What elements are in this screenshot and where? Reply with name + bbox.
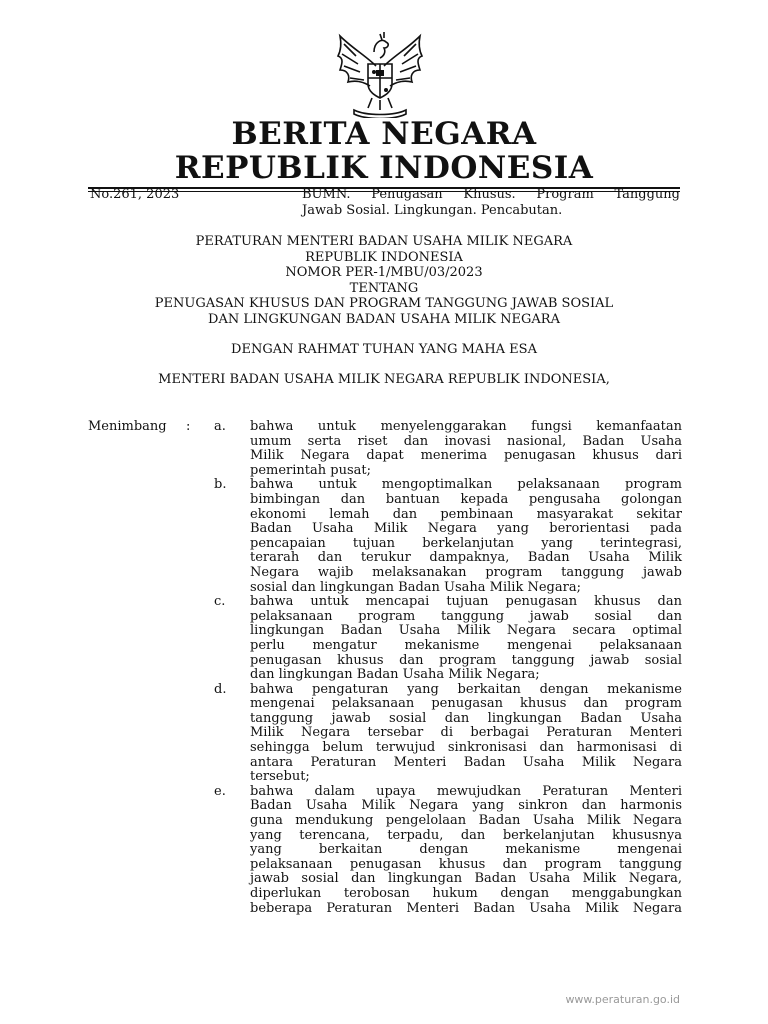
- subject-line: Jawab Sosial. Lingkungan. Pencabutan.: [302, 203, 563, 218]
- item-line: terarah dan terukur dampaknya, Badan Usaha Milik: [250, 550, 682, 566]
- considering-item: [88, 478, 682, 595]
- item-letter: b.: [214, 477, 227, 493]
- item-line: guna mendukung pengelolaan Badan Usaha Milik Negara: [250, 813, 682, 829]
- item-line: yang berkaitan dengan mekanisme mengenai: [250, 842, 682, 858]
- considering-item: [88, 595, 682, 683]
- item-line: bahwa untuk mencapai tujuan penugasan khusus dan: [250, 594, 682, 610]
- masthead-subtitle: REPUBLIK INDONESIA: [174, 150, 594, 186]
- item-line: Milik Negara tersebar di berbagai Peraturan Menteri: [250, 725, 682, 741]
- invocation: DENGAN RAHMAT TUHAN YANG MAHA ESA: [231, 342, 537, 357]
- item-line: dan lingkungan Badan Usaha Milik Negara;: [250, 667, 540, 683]
- gazette-subject: [302, 187, 680, 219]
- regulation-title: [0, 234, 768, 327]
- item-letter: d.: [214, 681, 227, 697]
- item-line: Badan Usaha Milik Negara yang berorientasi pada: [250, 521, 682, 537]
- item-line: Negara wajib melaksanakan program tanggung jawab: [250, 564, 682, 580]
- item-line: yang terencana, terpadu, dan berkelanjutan khususnya: [250, 827, 682, 843]
- considering-colon: :: [186, 419, 191, 434]
- item-text: [250, 683, 682, 785]
- considering-item: [88, 683, 682, 785]
- regulation-line: TENTANG: [349, 280, 419, 296]
- item-line: bahwa untuk menyelenggarakan fungsi kemanfaatan: [250, 419, 682, 434]
- item-text: [250, 595, 682, 683]
- considering-item: [88, 420, 682, 478]
- item-line: ekonomi lemah dan pembinaan masyarakat sekitar: [250, 506, 682, 522]
- item-line: sehingga belum terwujud sinkronisasi dan harmonisasi di: [250, 740, 682, 756]
- item-line: Badan Usaha Milik Negara yang sinkron dan harmonis: [250, 798, 682, 814]
- item-line: bahwa dalam upaya mewujudkan Peraturan Menteri: [250, 783, 682, 799]
- item-letter: e.: [214, 783, 226, 799]
- item-text: [250, 478, 682, 595]
- subject-line: BUMN. Penugasan Khusus. Program Tanggung: [302, 187, 680, 202]
- item-line: antara Peraturan Menteri Badan Usaha Milik Negara: [250, 754, 682, 770]
- item-line: bahwa pengaturan yang berkaitan dengan mekanisme: [250, 681, 682, 697]
- footer-url: www.peraturan.go.id: [565, 993, 680, 1006]
- item-line: penugasan khusus dan program tanggung jawab sosial: [250, 652, 682, 668]
- item-line: Milik Negara dapat menerima penugasan khusus dari: [250, 448, 682, 464]
- regulation-line: PERATURAN MENTERI BADAN USAHA MILIK NEGARA: [195, 234, 573, 249]
- item-line: pelaksanaan program tanggung jawab sosial dan: [250, 608, 682, 624]
- item-line: beberapa Peraturan Menteri Badan Usaha Milik Negara: [250, 900, 682, 916]
- item-line: tersebut;: [250, 769, 310, 785]
- item-line: bahwa untuk mengoptimalkan pelaksanaan program: [250, 477, 682, 493]
- considering-item: [88, 785, 682, 916]
- item-line: umum serta riset dan inovasi nasional, Badan Usaha: [250, 433, 682, 449]
- item-line: pemerintah pusat;: [250, 462, 371, 478]
- item-line: diperlukan terobosan hukum dengan menggabungkan: [250, 886, 682, 901]
- item-line: bimbingan dan bantuan kepada pengusaha golongan: [250, 491, 682, 507]
- considering-section: [88, 420, 682, 916]
- regulation-number: NOMOR PER-1/MBU/03/2023: [285, 265, 483, 280]
- garuda-pancasila-icon: [330, 26, 430, 118]
- masthead-title: BERITA NEGARA: [231, 116, 537, 152]
- item-line: sosial dan lingkungan Badan Usaha Milik Negara;: [250, 579, 581, 595]
- item-line: mengenai pelaksanaan penugasan khusus dan program: [250, 696, 682, 712]
- item-text: [250, 785, 682, 916]
- minister-heading: MENTERI BADAN USAHA MILIK NEGARA REPUBLIK INDONESIA,: [158, 372, 610, 387]
- item-line: jawab sosial dan lingkungan Badan Usaha Milik Negara,: [250, 871, 682, 887]
- regulation-subject: DAN LINGKUNGAN BADAN USAHA MILIK NEGARA: [208, 311, 560, 327]
- item-line: pencapaian tujuan berkelanjutan yang terintegrasi,: [250, 535, 682, 551]
- item-line: perlu mengatur mekanisme mengenai pelaksanaan: [250, 637, 682, 653]
- item-line: tanggung jawab sosial dan lingkungan Badan Usaha: [250, 710, 682, 726]
- regulation-line: REPUBLIK INDONESIA: [305, 249, 463, 265]
- regulation-subject: PENUGASAN KHUSUS DAN PROGRAM TANGGUNG JAWAB SOSIAL: [154, 296, 614, 311]
- item-line: pelaksanaan penugasan khusus dan program tanggung: [250, 856, 682, 872]
- considering-items: [88, 420, 682, 916]
- item-line: lingkungan Badan Usaha Milik Negara secara optimal: [250, 623, 682, 639]
- gazette-number: No.261, 2023: [90, 187, 180, 202]
- item-text: [250, 420, 682, 478]
- considering-label: Menimbang: [88, 419, 167, 434]
- item-letter: a.: [214, 419, 226, 434]
- item-letter: c.: [214, 594, 226, 610]
